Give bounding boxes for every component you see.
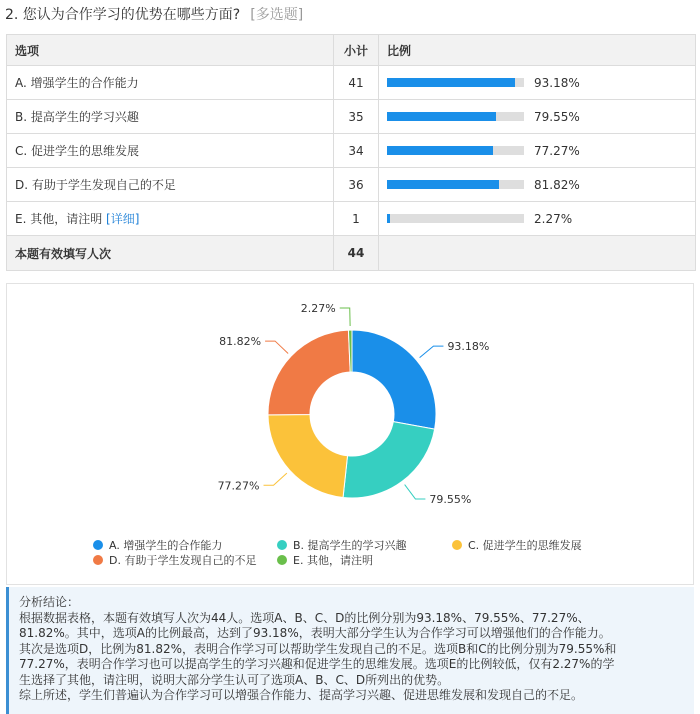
slice-label-c: 77.27% — [217, 479, 260, 493]
ratio-bar-fill — [387, 180, 499, 189]
donut-slice-d[interactable] — [268, 330, 350, 415]
option-count: 36 — [334, 168, 379, 202]
total-row — [7, 236, 696, 271]
ratio-percent: 93.18% — [534, 75, 580, 90]
legend-dot-e — [277, 555, 287, 565]
slice-label-d: 81.82% — [219, 335, 262, 349]
analysis-line: 生选择了其他，请注明，说明大部分学生认可了选项A、B、C、D所列出的优势。 — [19, 672, 450, 687]
option-count: 34 — [334, 134, 379, 168]
leader-line-c — [264, 473, 287, 485]
ratio-bar-fill — [387, 78, 515, 87]
option-ratio — [379, 202, 696, 236]
option-label: D. 有助于学生发现自己的不足 — [7, 168, 334, 202]
option-count: 41 — [334, 66, 379, 100]
legend-label-c: C. 促进学生的思维发展 — [468, 539, 582, 552]
donut-slice-a[interactable] — [352, 330, 436, 429]
legend-item-c[interactable] — [452, 537, 582, 553]
slice-label-e: 2.27% — [300, 302, 336, 316]
ratio-bar-track — [387, 146, 524, 155]
legend-label-e: E. 其他，请注明 — [293, 554, 373, 567]
ratio-bar-fill — [387, 146, 493, 155]
legend-label-a: A. 增强学生的合作能力 — [109, 539, 223, 552]
header-option: 选项 — [7, 35, 334, 66]
ratio-bar-track — [387, 180, 524, 189]
analysis-line: 根据数据表格，本题有效填写人次为44人。选项A、B、C、D的比例分别为93.18%、79.55%、77.27%、 — [19, 610, 590, 625]
option-ratio — [379, 168, 696, 202]
option-ratio — [379, 134, 696, 168]
donut-slice-c[interactable] — [268, 414, 348, 497]
leader-line-b — [405, 485, 426, 499]
option-label: C. 促进学生的思维发展 — [7, 134, 334, 168]
analysis-line: 其次是选项D，比例为81.82%，表明合作学习可以帮助学生发现自己的不足。选项B和C的比例分别为79.55%和 — [19, 641, 617, 656]
analysis-heading: 分析结论： — [19, 595, 80, 609]
analysis-line: 77.27%，表明合作学习也可以提高学生的学习兴趣和促进学生的思维发展。选项E的比例较低，仅有2.27%的学 — [19, 657, 615, 671]
option-ratio — [379, 100, 696, 134]
option-label-cell — [7, 202, 334, 236]
analysis-conclusion — [6, 587, 694, 714]
ratio-percent: 81.82% — [534, 177, 580, 192]
question-title — [5, 4, 303, 24]
option-label: A. 增强学生的合作能力 — [7, 66, 334, 100]
table-row — [7, 168, 696, 202]
legend-item-b[interactable] — [277, 537, 407, 553]
legend-dot-a — [93, 540, 103, 550]
legend-item-a[interactable] — [93, 537, 222, 553]
slice-label-a: 93.18% — [447, 340, 490, 354]
legend-item-e[interactable] — [277, 552, 373, 568]
legend-label-b: B. 提高学生的学习兴趣 — [293, 539, 407, 552]
table-row — [7, 66, 696, 100]
ratio-bar-fill — [387, 214, 390, 223]
total-label: 本题有效填写人次 — [7, 236, 334, 271]
option-label: B. 提高学生的学习兴趣 — [7, 100, 334, 134]
question-type-tag: [多选题] — [250, 7, 304, 23]
legend-item-d[interactable] — [93, 552, 256, 568]
total-empty-cell — [379, 236, 696, 271]
donut-slice-b[interactable] — [343, 422, 435, 498]
slice-label-b: 79.55% — [429, 492, 472, 506]
legend-dot-c — [452, 540, 462, 550]
legend-dot-d — [93, 555, 103, 565]
ratio-bar-fill — [387, 112, 496, 121]
results-table — [6, 34, 696, 271]
option-count: 1 — [334, 202, 379, 236]
option-label: E. 其他，请注明 — [15, 212, 103, 226]
donut-chart-panel — [6, 283, 694, 585]
table-row — [7, 100, 696, 134]
ratio-percent: 79.55% — [534, 109, 580, 124]
legend-label-d: D. 有助于学生发现自己的不足 — [109, 554, 257, 567]
question-text: 2. 您认为合作学习的优势在哪些方面? — [5, 7, 241, 23]
ratio-percent: 2.27% — [534, 211, 573, 226]
table-row — [7, 202, 696, 236]
leader-line-d — [265, 341, 288, 353]
table-row — [7, 134, 696, 168]
option-count: 35 — [334, 100, 379, 134]
table-header-row — [7, 35, 696, 66]
details-link[interactable]: [详细] — [106, 212, 140, 226]
header-count: 小计 — [334, 35, 379, 66]
analysis-line: 综上所述，学生们普遍认为合作学习可以增强合作能力、提高学习兴趣、促进思维发展和发现自己的不足。 — [19, 688, 584, 702]
ratio-bar-track — [387, 214, 524, 223]
header-ratio: 比例 — [379, 35, 696, 66]
ratio-bar-track — [387, 112, 524, 121]
ratio-percent: 77.27% — [534, 143, 580, 158]
leader-line-e — [340, 308, 350, 326]
leader-line-a — [420, 346, 444, 358]
option-ratio — [379, 66, 696, 100]
legend-dot-b — [277, 540, 287, 550]
ratio-bar-track — [387, 78, 524, 87]
analysis-line: 81.82%。其中，选项A的比例最高，达到了93.18%，表明大部分学生认为合作学习可以增强他们的合作能力。 — [19, 626, 611, 640]
total-count: 44 — [334, 236, 379, 271]
